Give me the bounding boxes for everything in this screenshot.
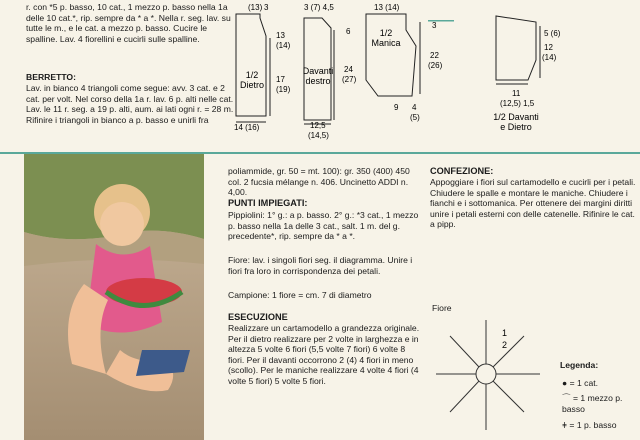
legend-symbol: ǂ [562, 420, 568, 430]
campione-paragraph: Campione: 1 fiore = cm. 7 di diametro [228, 290, 372, 300]
pattern-schematics [226, 0, 640, 150]
legend-text: = 1 cat. [569, 378, 599, 388]
davanti-right-top: 6 [346, 27, 351, 36]
dietro-label-1: 1/2 [245, 70, 259, 80]
davanti-right-2: (27) [342, 75, 357, 84]
side-label-2: e Dietro [500, 122, 532, 132]
dietro-top: (13) [248, 3, 263, 12]
manica-bottom-left: 9 [394, 103, 399, 112]
side-right-3: (14) [542, 53, 557, 62]
confezione-title: CONFEZIONE: [430, 166, 494, 176]
flower-diagram [428, 312, 554, 440]
legend-symbol: ⌒ [562, 393, 571, 403]
intro-paragraph: r. con *5 p. basso, 10 cat., 1 mezzo p. basso nella 1a delle 10 cat.*, rip. sempre da * a *. Nella r. seg. lav. su tutte le m., e le cat. a mezzo p. basso. Cucire le spalline. Lav. 4 fiorellini e cucirli sulle spalline. [26, 2, 231, 44]
pippiolini-paragraph: Pippiolini: 1° g.: a p. basso. 2° g.: *3 cat., 1 mezzo p. basso nella 1a delle 3 cat., salt. 1 m. del g. precedente*, rip. sempre da * a *. [228, 210, 419, 242]
esecuzione-paragraph: Realizzare un cartamodello a grandezza originale. Per il dietro realizzare per 2 volte in larghezza e in altezza 5 volte 6 fiori (5,5 volte 7 fiori) 6 volte 8 fiori. Per il davanti occorrono 2 (4) 4 fiori in meno (scollo). Per le maniche realizzare 4 volte 4 fiori (4 volte 5 fiori) 5 volte 5 fiori. [228, 323, 420, 386]
berretto-paragraph: Lav. in bianco 4 triangoli come segue: avv. 3 cat. e 2 cat. per volt. Nel corso della 1a r. lav. 6 p. alti nelle cat. Lav. le 11 r. seg. a 19 p. alti, aum. ai lati ogni r. = 28 m. Rifinire i triangoli in bianco a p. basso e unirli fra [26, 83, 234, 125]
dietro-label-2: Dietro [239, 80, 265, 90]
side-bottom-2: (12,5) 1,5 [500, 99, 535, 108]
manica-bottom-right: 4 [412, 103, 417, 112]
legend-text: = 1 mezzo p. basso [562, 393, 623, 414]
davanti-right: 24 [344, 65, 353, 74]
side-label-1: 1/2 Davanti [493, 112, 539, 122]
legend-item [562, 378, 640, 389]
dietro-right: 13 [276, 31, 285, 40]
manica-label-2: Manica [371, 38, 401, 48]
legend-text: = 1 p. basso [569, 420, 617, 430]
photo-girl-watermelon [24, 154, 204, 440]
berretto-title: BERRETTO: [26, 72, 76, 82]
side-right-2: 12 [544, 43, 553, 52]
fiore-paragraph: Fiore: lav. i singoli fiori seg. il diagramma. Unire i fiori fra loro in corrispondenza dei petali. [228, 255, 413, 276]
dietro-height-2: (19) [276, 85, 291, 94]
legend-item [562, 420, 640, 431]
confezione-paragraph: Appoggiare i fiori sul cartamodello e cucirli per i petali. Chiudere le spalle e montare le maniche. Chiudere i fianchi e i sottomanica. Per ottenere dei margini diritti unire i petali esterni con delle catenelle. Rifinire le cat. a pipp. [430, 177, 636, 230]
manica-top: 13 (14) [374, 3, 400, 12]
manica-right: 22 [430, 51, 439, 60]
davanti-label-1: Davanti [302, 66, 334, 76]
accent-divider [0, 152, 640, 154]
dietro-height: 17 [276, 75, 285, 84]
legend-item [562, 393, 640, 414]
davanti-bottom-2: (14,5) [308, 131, 329, 140]
diagram-number-2: 2 [502, 340, 508, 350]
manica-bottom-right-2: (5) [410, 113, 420, 122]
punti-title: PUNTI IMPIEGATI: [228, 198, 308, 208]
esecuzione-title: ESECUZIONE [228, 312, 288, 322]
manica-label-1: 1/2 [379, 28, 393, 38]
davanti-label-2: destro [305, 76, 331, 86]
dietro-top-2: 3 [264, 3, 269, 12]
legend-symbol: ● [562, 378, 568, 388]
materials-paragraph: poliammide, gr. 50 = mt. 100): gr. 350 (400) 450 col. 2 fucsia mélange n. 406. Uncinetto ADDI n. 4,00. [228, 166, 410, 198]
side-right: 5 (6) [544, 29, 561, 38]
side-bottom: 11 [512, 89, 521, 98]
fiore-diagram-title: Fiore [432, 303, 452, 313]
legend-title: Legenda: [560, 360, 599, 370]
manica-marker: 3 [432, 21, 437, 30]
davanti-bottom: 12,5 [310, 121, 326, 130]
dietro-bottom: 14 (16) [234, 123, 260, 132]
dietro-right-2: (14) [276, 41, 291, 50]
diagram-number-1: 1 [502, 328, 508, 338]
manica-right-2: (26) [428, 61, 443, 70]
davanti-top: 3 (7) 4,5 [304, 3, 334, 12]
